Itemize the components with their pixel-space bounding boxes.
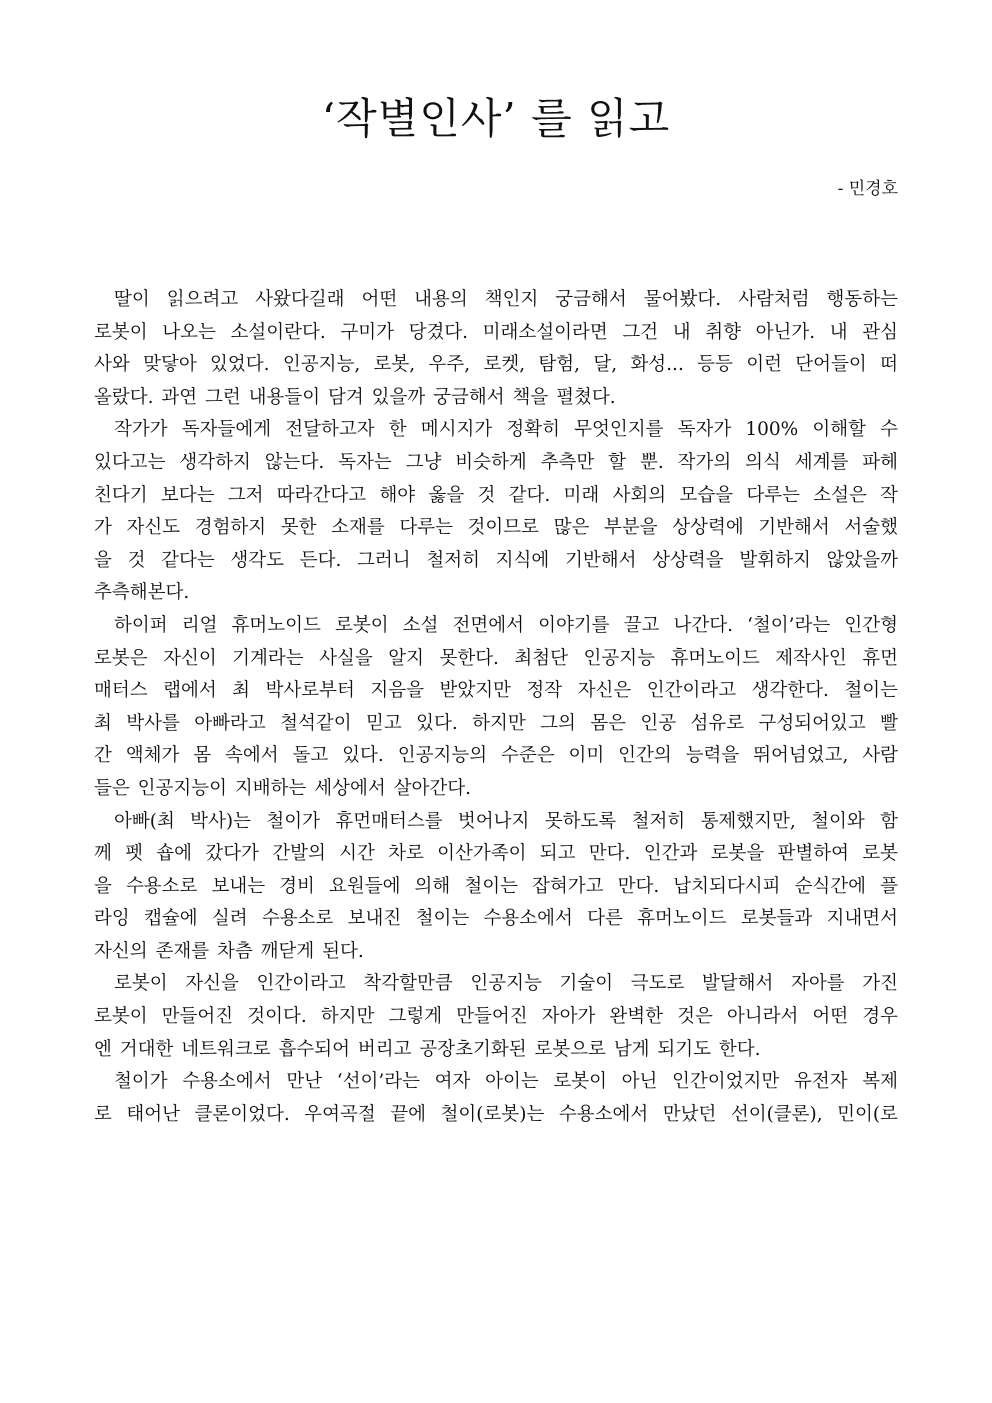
body-text-line: 친다기 보다는 그저 따라간다고 해야 옳을 것 같다. 미래 사회의 모습을 다루는 소설은 작: [94, 484, 898, 506]
body-text-line: 사와 맞닿아 있었다. 인공지능, 로봇, 우주, 로켓, 탐험, 달, 화성... 등등 이런 단어들이 떠: [94, 354, 898, 376]
body-text-line: 간 액체가 몸 속에서 돌고 있다. 인공지능의 수준은 이미 인간의 능력을 뛰어넘었고, 사람: [94, 745, 898, 767]
body-text-line: 을 것 같다는 생각도 든다. 그러니 철저히 지식에 기반해서 상상력을 발휘하지 않았을까: [94, 549, 898, 571]
document-title: ‘작별인사’ 를 읽고: [321, 94, 671, 143]
body-text-line: 들은 인공지능이 지배하는 세상에서 살아간다.: [94, 777, 471, 799]
body-text-line: 최 박사를 아빠라고 철석같이 믿고 있다. 하지만 그의 몸은 인공 섬유로 구성되어있고 빨: [94, 712, 898, 734]
body-text-line: 을 수용소로 보내는 경비 요원들에 의해 철이는 잡혀가고 만다. 납치되다시피 순식간에 플: [94, 875, 898, 897]
body-text-line: 철이가 수용소에서 만난 ‘선이’라는 여자 아이는 로봇이 아닌 인간이었지만 유전자 복제: [114, 1071, 898, 1093]
body-text-line: 올랐다. 과연 그런 내용들이 담겨 있을까 궁금해서 책을 펼쳤다.: [94, 386, 616, 408]
body-text-line: 작가가 독자들에게 전달하고자 한 메시지가 정확히 무엇인지를 독자가 100% 이해할 수: [114, 419, 898, 441]
body-text-line: 라잉 캡슐에 실려 수용소로 보내진 철이는 수용소에서 다른 휴머노이드 로봇들과 지내면서: [94, 908, 898, 930]
body-text-line: 딸이 읽으려고 사왔다길래 어떤 내용의 책인지 궁금해서 물어봤다. 사람처럼 행동하는: [114, 289, 898, 310]
body-text-line: 자신의 존재를 차츰 깨닫게 된다.: [94, 940, 364, 962]
body-text-line: 매터스 랩에서 최 박사로부터 지음을 받았지만 정작 자신은 인간이라고 생각한다. 철이는: [94, 680, 898, 702]
document-body: [94, 284, 898, 1131]
body-text-line: 하이퍼 리얼 휴머노이드 로봇이 소설 전면에서 이야기를 끌고 나간다. ‘철이’라는 인간형: [114, 614, 898, 636]
body-text-line: 가 자신도 경험하지 못한 소재를 다루는 것이므로 많은 부분을 상상력에 기반해서 서술했: [94, 517, 898, 539]
author-byline: - 민경호: [837, 179, 898, 199]
body-text-line: 로봇이 만들어진 것이다. 하지만 그렇게 만들어진 자아가 완벽한 것은 아니라서 어떤 경우: [94, 1006, 898, 1028]
body-text-line: 로 태어난 클론이었다. 우여곡절 끝에 철이(로봇)는 수용소에서 만났던 선이(클론), 민이(로: [94, 1103, 898, 1125]
body-text-line: 로봇이 나오는 소설이란다. 구미가 당겼다. 미래소설이라면 그건 내 취향 아닌가. 내 관심: [94, 321, 898, 343]
body-text-line: 있다고는 생각하지 않는다. 독자는 그냥 비슷하게 추측만 할 뿐. 작가의 의식 세계를 파헤: [94, 451, 898, 473]
body-text-line: 로봇이 자신을 인간이라고 착각할만큼 인공지능 기술이 극도로 발달해서 자아를 가진: [114, 973, 898, 995]
body-text-line: 로봇은 자신이 기계라는 사실을 알지 못한다. 최첨단 인공지능 휴머노이드 제작사인 휴먼: [94, 647, 898, 669]
body-text-line: 아빠(최 박사)는 철이가 휴먼매터스를 벗어나지 못하도록 철저히 통제했지만, 철이와 함: [114, 810, 898, 832]
body-text-line: 추측해본다.: [94, 582, 190, 604]
body-text-line: 엔 거대한 네트워크로 흡수되어 버리고 공장초기화된 로봇으로 남게 되기도 한다.: [94, 1038, 761, 1060]
body-text-line: 께 펫 숍에 갔다가 간발의 시간 차로 이산가족이 되고 만다. 인간과 로봇을 판별하여 로봇: [94, 843, 898, 865]
